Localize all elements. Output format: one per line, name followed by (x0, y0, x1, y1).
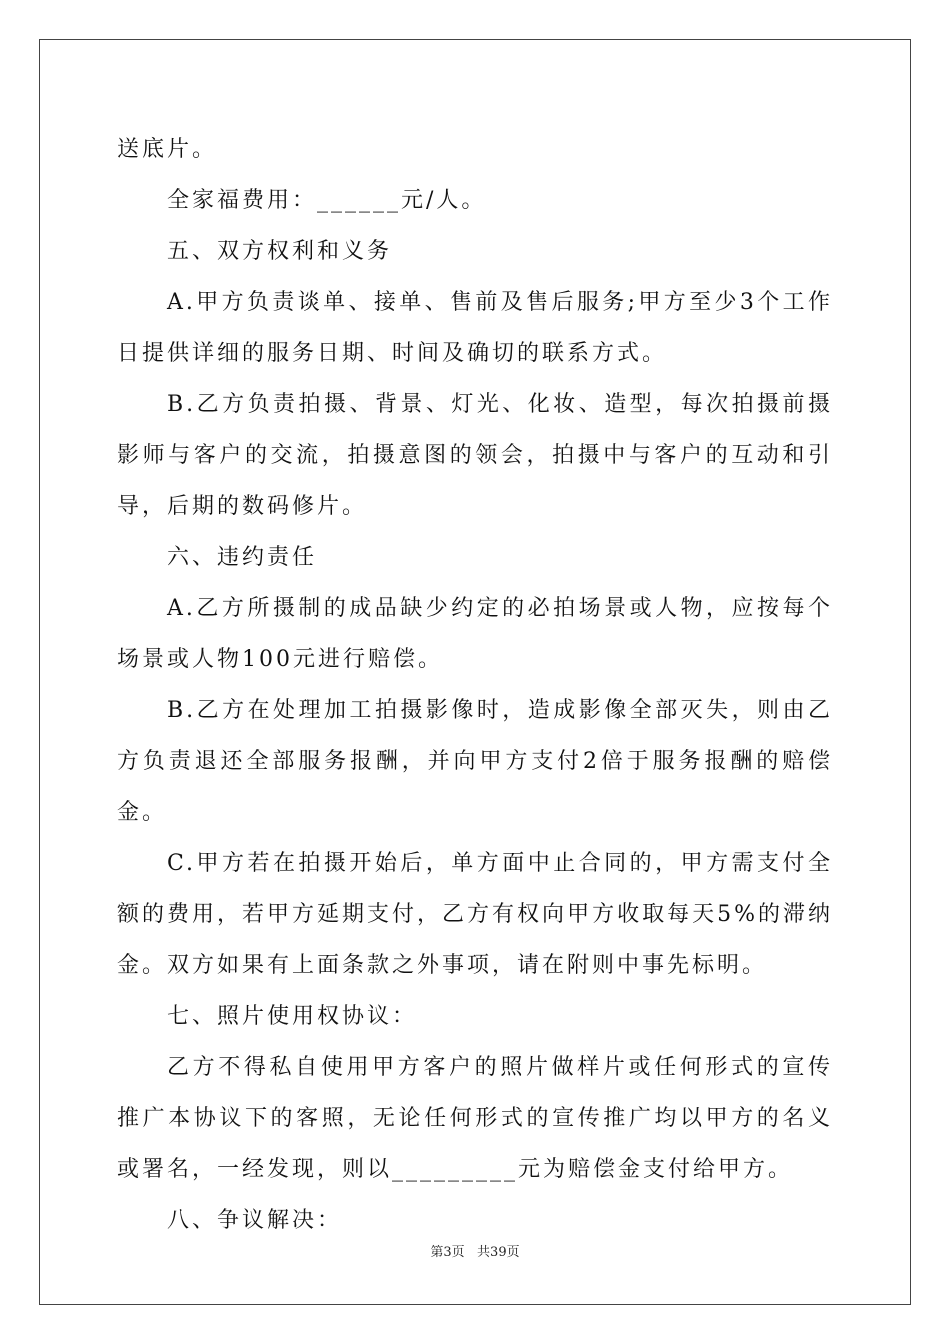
paragraph-2: 全家福费用：______元/人。 (167, 188, 487, 213)
page-number: 第3页 共39页 (430, 1245, 520, 1260)
paragraph-11: 乙方不得私自使用甲方客户的照片做样片或任何形式的宣传推广本协议下的客照，无论任何形式的宣传推广均以甲方的名义或署名，一经发现，则以_________元为赔偿金支付给甲方。 (117, 1055, 833, 1182)
section-heading-5: 五、双方权利和义务 (167, 239, 393, 264)
section-heading-7: 七、照片使用权协议： (167, 1004, 418, 1029)
section-heading-6: 六、违约责任 (167, 545, 318, 570)
paragraph-5: B.乙方负责拍摄、背景、灯光、化妆、造型，每次拍摄前摄影师与客户的交流，拍摄意图的领会，拍摄中与客户的互动和引导，后期的数码修片。 (117, 392, 833, 519)
page-footer (0, 1241, 950, 1260)
paragraph-1: 送底片。 (117, 137, 218, 162)
paragraph-4: A.甲方负责谈单、接单、售前及售后服务;甲方至少3个工作日提供详细的服务日期、时间及确切的联系方式。 (117, 290, 833, 366)
document-body (117, 124, 833, 1246)
paragraph-9: C.甲方若在拍摄开始后，单方面中止合同的，甲方需支付全额的费用，若甲方延期支付，乙方有权向甲方收取每天5%的滞纳金。双方如果有上面条款之外事项，请在附则中事先标明。 (117, 851, 833, 978)
section-heading-8: 八、争议解决： (167, 1208, 343, 1233)
paragraph-8: B.乙方在处理加工拍摄影像时，造成影像全部灭失，则由乙方负责退还全部服务报酬，并向甲方支付2倍于服务报酬的赔偿金。 (117, 698, 833, 825)
paragraph-7: A.乙方所摄制的成品缺少约定的必拍场景或人物，应按每个场景或人物100元进行赔偿。 (117, 596, 833, 672)
